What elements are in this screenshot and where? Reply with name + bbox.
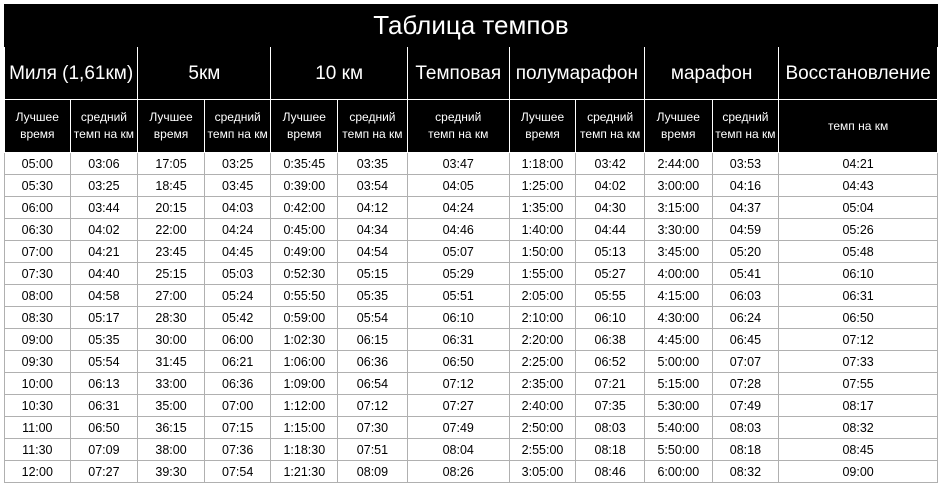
table-cell: 06:10 <box>576 307 645 329</box>
table-cell: 1:06:00 <box>271 351 338 373</box>
table-cell: 03:45 <box>204 175 271 197</box>
group-header-mile: Миля (1,61км) <box>5 47 138 100</box>
table-cell: 04:24 <box>204 219 271 241</box>
table-row <box>5 263 938 285</box>
table-cell: 35:00 <box>138 395 205 417</box>
table-cell: 07:27 <box>407 395 509 417</box>
table-cell: 08:03 <box>712 417 779 439</box>
table-cell: 2:10:00 <box>509 307 576 329</box>
table-cell: 10:30 <box>5 395 71 417</box>
table-cell: 07:15 <box>204 417 271 439</box>
table-row <box>5 329 938 351</box>
table-cell: 04:34 <box>338 219 408 241</box>
sub-header: темп на км <box>779 100 938 153</box>
sub-header: Лучшее время <box>644 100 712 153</box>
table-cell: 07:51 <box>338 439 408 461</box>
table-cell: 05:51 <box>407 285 509 307</box>
table-cell: 06:31 <box>407 329 509 351</box>
table-cell: 08:03 <box>576 417 645 439</box>
table-cell: 18:45 <box>138 175 205 197</box>
table-cell: 1:55:00 <box>509 263 576 285</box>
table-cell: 04:21 <box>70 241 138 263</box>
table-cell: 05:04 <box>779 197 938 219</box>
table-cell: 07:21 <box>576 373 645 395</box>
table-row <box>5 395 938 417</box>
table-cell: 07:49 <box>407 417 509 439</box>
table-cell: 04:02 <box>70 219 138 241</box>
table-cell: 07:55 <box>779 373 938 395</box>
table-cell: 10:00 <box>5 373 71 395</box>
table-cell: 20:15 <box>138 197 205 219</box>
table-cell: 05:30 <box>5 175 71 197</box>
table-cell: 4:15:00 <box>644 285 712 307</box>
table-cell: 04:40 <box>70 263 138 285</box>
group-header-10km: 10 км <box>271 47 407 100</box>
table-cell: 03:54 <box>338 175 408 197</box>
table-cell: 07:49 <box>712 395 779 417</box>
table-cell: 06:24 <box>712 307 779 329</box>
table-cell: 05:35 <box>70 329 138 351</box>
table-cell: 36:15 <box>138 417 205 439</box>
table-cell: 1:18:00 <box>509 153 576 175</box>
table-cell: 06:50 <box>407 351 509 373</box>
table-cell: 23:45 <box>138 241 205 263</box>
table-cell: 08:45 <box>779 439 938 461</box>
table-cell: 1:02:30 <box>271 329 338 351</box>
table-cell: 25:15 <box>138 263 205 285</box>
table-cell: 05:35 <box>338 285 408 307</box>
table-cell: 3:15:00 <box>644 197 712 219</box>
table-cell: 06:50 <box>779 307 938 329</box>
table-cell: 30:00 <box>138 329 205 351</box>
table-cell: 06:13 <box>70 373 138 395</box>
table-cell: 4:00:00 <box>644 263 712 285</box>
sub-header: Лучшее время <box>271 100 338 153</box>
table-cell: 0:55:50 <box>271 285 338 307</box>
table-row <box>5 241 938 263</box>
table-cell: 04:46 <box>407 219 509 241</box>
table-cell: 06:52 <box>576 351 645 373</box>
table-cell: 08:18 <box>712 439 779 461</box>
table-cell: 04:03 <box>204 197 271 219</box>
table-cell: 28:30 <box>138 307 205 329</box>
table-cell: 08:30 <box>5 307 71 329</box>
table-cell: 11:30 <box>5 439 71 461</box>
table-cell: 06:50 <box>70 417 138 439</box>
table-row <box>5 175 938 197</box>
sub-header-row <box>5 100 938 153</box>
table-row <box>5 351 938 373</box>
group-header-recovery: Восстановление <box>779 47 938 100</box>
table-cell: 0:35:45 <box>271 153 338 175</box>
table-cell: 04:45 <box>204 241 271 263</box>
table-cell: 07:12 <box>338 395 408 417</box>
table-cell: 03:47 <box>407 153 509 175</box>
table-cell: 06:45 <box>712 329 779 351</box>
table-cell: 22:00 <box>138 219 205 241</box>
table-cell: 06:21 <box>204 351 271 373</box>
table-cell: 03:25 <box>204 153 271 175</box>
group-header-half-marathon: полумарафон <box>509 47 644 100</box>
table-cell: 05:27 <box>576 263 645 285</box>
group-header-tempo: Темповая <box>407 47 509 100</box>
table-cell: 1:35:00 <box>509 197 576 219</box>
sub-header: Лучшее время <box>509 100 576 153</box>
table-cell: 05:54 <box>70 351 138 373</box>
table-cell: 2:44:00 <box>644 153 712 175</box>
table-cell: 04:59 <box>712 219 779 241</box>
table-cell: 05:29 <box>407 263 509 285</box>
table-cell: 05:13 <box>576 241 645 263</box>
table-cell: 08:26 <box>407 461 509 483</box>
table-cell: 3:00:00 <box>644 175 712 197</box>
table-cell: 04:12 <box>338 197 408 219</box>
table-cell: 2:50:00 <box>509 417 576 439</box>
table-cell: 07:30 <box>338 417 408 439</box>
table-cell: 1:18:30 <box>271 439 338 461</box>
table-cell: 07:30 <box>5 263 71 285</box>
table-cell: 06:38 <box>576 329 645 351</box>
table-cell: 08:32 <box>712 461 779 483</box>
table-cell: 05:03 <box>204 263 271 285</box>
table-cell: 08:18 <box>576 439 645 461</box>
table-cell: 0:49:00 <box>271 241 338 263</box>
sub-header: средний темп на км <box>70 100 138 153</box>
table-cell: 03:35 <box>338 153 408 175</box>
group-header-row <box>5 47 938 100</box>
table-cell: 4:45:00 <box>644 329 712 351</box>
table-cell: 05:24 <box>204 285 271 307</box>
table-cell: 07:33 <box>779 351 938 373</box>
table-cell: 06:31 <box>70 395 138 417</box>
sub-header: средний темп на км <box>204 100 271 153</box>
table-cell: 07:12 <box>407 373 509 395</box>
table-cell: 3:45:00 <box>644 241 712 263</box>
table-cell: 39:30 <box>138 461 205 483</box>
sub-header: средний темп на км <box>712 100 779 153</box>
table-cell: 09:00 <box>779 461 938 483</box>
table-cell: 07:00 <box>5 241 71 263</box>
sub-header: средний темп на км <box>338 100 408 153</box>
table-cell: 0:39:00 <box>271 175 338 197</box>
table-cell: 1:50:00 <box>509 241 576 263</box>
table-cell: 07:12 <box>779 329 938 351</box>
table-cell: 3:30:00 <box>644 219 712 241</box>
table-cell: 1:15:00 <box>271 417 338 439</box>
table-cell: 06:36 <box>204 373 271 395</box>
table-row <box>5 197 938 219</box>
table-cell: 0:52:30 <box>271 263 338 285</box>
table-cell: 5:40:00 <box>644 417 712 439</box>
table-cell: 0:42:00 <box>271 197 338 219</box>
table-cell: 07:00 <box>204 395 271 417</box>
table-cell: 04:02 <box>576 175 645 197</box>
table-row <box>5 439 938 461</box>
table-cell: 04:24 <box>407 197 509 219</box>
table-row <box>5 285 938 307</box>
table-cell: 08:17 <box>779 395 938 417</box>
table-cell: 1:40:00 <box>509 219 576 241</box>
table-cell: 03:25 <box>70 175 138 197</box>
table-row <box>5 373 938 395</box>
table-cell: 05:00 <box>5 153 71 175</box>
table-cell: 2:25:00 <box>509 351 576 373</box>
table-cell: 04:05 <box>407 175 509 197</box>
table-cell: 03:42 <box>576 153 645 175</box>
table-row <box>5 461 938 483</box>
table-cell: 38:00 <box>138 439 205 461</box>
table-cell: 06:30 <box>5 219 71 241</box>
table-cell: 03:06 <box>70 153 138 175</box>
sub-header: Лучшее время <box>138 100 205 153</box>
table-cell: 1:12:00 <box>271 395 338 417</box>
table-cell: 05:48 <box>779 241 938 263</box>
table-cell: 05:42 <box>204 307 271 329</box>
table-cell: 2:05:00 <box>509 285 576 307</box>
table-cell: 05:15 <box>338 263 408 285</box>
table-cell: 08:09 <box>338 461 408 483</box>
table-cell: 6:00:00 <box>644 461 712 483</box>
table-cell: 2:55:00 <box>509 439 576 461</box>
table-row <box>5 417 938 439</box>
table-cell: 31:45 <box>138 351 205 373</box>
table-row <box>5 307 938 329</box>
sub-header: средний темп на км <box>576 100 645 153</box>
table-cell: 05:55 <box>576 285 645 307</box>
table-cell: 06:10 <box>779 263 938 285</box>
table-cell: 12:00 <box>5 461 71 483</box>
pace-table-container <box>4 4 938 483</box>
table-cell: 27:00 <box>138 285 205 307</box>
table-cell: 06:31 <box>779 285 938 307</box>
table-cell: 06:03 <box>712 285 779 307</box>
table-cell: 07:54 <box>204 461 271 483</box>
table-cell: 03:44 <box>70 197 138 219</box>
table-cell: 05:41 <box>712 263 779 285</box>
table-row <box>5 219 938 241</box>
table-cell: 5:30:00 <box>644 395 712 417</box>
table-cell: 07:27 <box>70 461 138 483</box>
table-cell: 2:20:00 <box>509 329 576 351</box>
table-title: Таблица темпов <box>5 5 938 47</box>
table-cell: 5:15:00 <box>644 373 712 395</box>
group-header-5km: 5км <box>138 47 271 100</box>
table-cell: 1:09:00 <box>271 373 338 395</box>
table-cell: 05:17 <box>70 307 138 329</box>
table-cell: 06:15 <box>338 329 408 351</box>
table-cell: 05:20 <box>712 241 779 263</box>
table-cell: 04:16 <box>712 175 779 197</box>
table-cell: 08:00 <box>5 285 71 307</box>
table-cell: 08:32 <box>779 417 938 439</box>
table-cell: 2:40:00 <box>509 395 576 417</box>
table-cell: 04:44 <box>576 219 645 241</box>
table-cell: 3:05:00 <box>509 461 576 483</box>
table-cell: 06:00 <box>5 197 71 219</box>
table-cell: 08:04 <box>407 439 509 461</box>
table-cell: 04:54 <box>338 241 408 263</box>
table-cell: 07:36 <box>204 439 271 461</box>
table-cell: 07:28 <box>712 373 779 395</box>
table-cell: 17:05 <box>138 153 205 175</box>
table-cell: 05:54 <box>338 307 408 329</box>
pace-table <box>4 4 938 483</box>
table-cell: 04:58 <box>70 285 138 307</box>
table-cell: 06:36 <box>338 351 408 373</box>
table-cell: 08:46 <box>576 461 645 483</box>
table-cell: 05:26 <box>779 219 938 241</box>
sub-header: Лучшее время <box>5 100 71 153</box>
table-cell: 06:00 <box>204 329 271 351</box>
table-cell: 0:45:00 <box>271 219 338 241</box>
table-cell: 2:35:00 <box>509 373 576 395</box>
table-cell: 04:43 <box>779 175 938 197</box>
table-cell: 07:35 <box>576 395 645 417</box>
table-cell: 33:00 <box>138 373 205 395</box>
table-cell: 04:30 <box>576 197 645 219</box>
group-header-marathon: марафон <box>644 47 778 100</box>
sub-header: средний темп на км <box>407 100 509 153</box>
table-cell: 07:09 <box>70 439 138 461</box>
table-cell: 05:07 <box>407 241 509 263</box>
table-cell: 5:00:00 <box>644 351 712 373</box>
table-cell: 09:00 <box>5 329 71 351</box>
table-cell: 1:21:30 <box>271 461 338 483</box>
table-cell: 5:50:00 <box>644 439 712 461</box>
table-cell: 1:25:00 <box>509 175 576 197</box>
table-cell: 03:53 <box>712 153 779 175</box>
table-cell: 07:07 <box>712 351 779 373</box>
table-cell: 11:00 <box>5 417 71 439</box>
table-cell: 04:37 <box>712 197 779 219</box>
table-cell: 06:54 <box>338 373 408 395</box>
pace-table-body <box>5 153 938 483</box>
table-cell: 09:30 <box>5 351 71 373</box>
table-row <box>5 153 938 175</box>
table-cell: 0:59:00 <box>271 307 338 329</box>
table-cell: 04:21 <box>779 153 938 175</box>
table-cell: 4:30:00 <box>644 307 712 329</box>
table-cell: 06:10 <box>407 307 509 329</box>
